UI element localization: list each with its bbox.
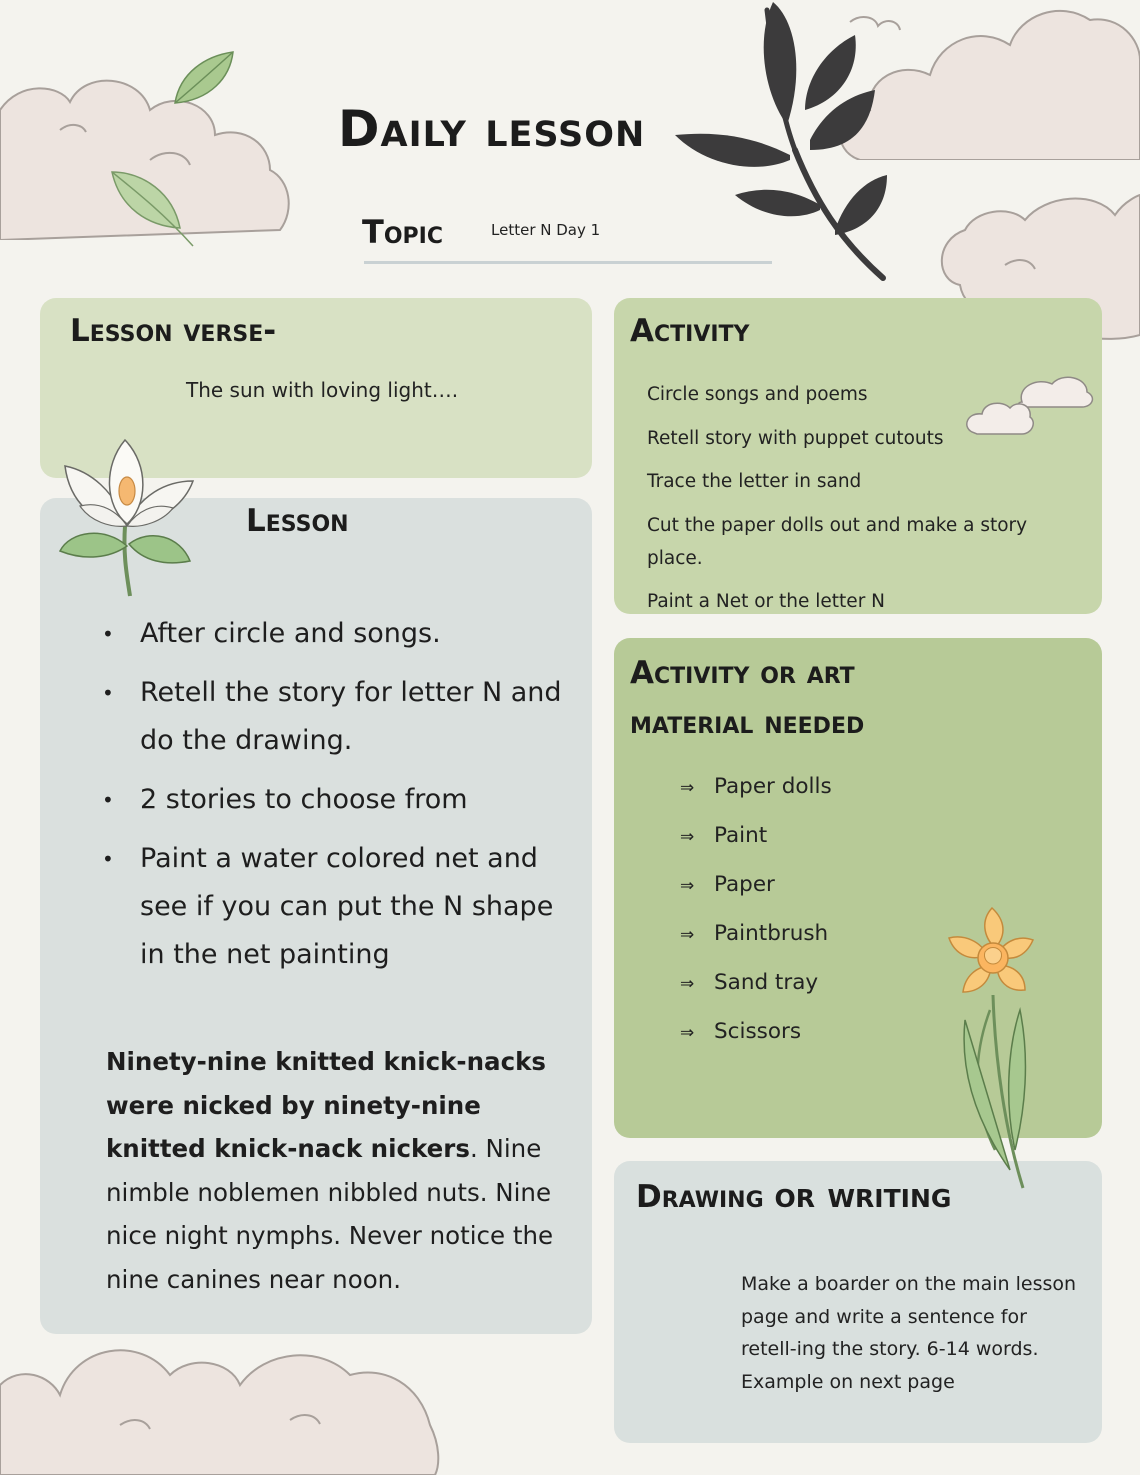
lesson-verse-text: The sun with loving light….: [186, 378, 459, 402]
lesson-heading: Lesson: [246, 503, 349, 539]
daffodil-flower-icon: [935, 900, 1045, 1190]
branch-icon: [655, 0, 895, 285]
list-item: ⇒ Paper dolls: [680, 770, 832, 819]
magnolia-flower-icon: [55, 436, 200, 601]
topic-underline: [364, 261, 772, 264]
arrow-icon: ⇒: [680, 925, 695, 945]
list-item: Cut the paper dolls out and make a story place.: [647, 514, 1028, 569]
material-heading-line1: Activity or art: [630, 655, 855, 691]
material-list: [680, 770, 832, 1064]
tongue-twister-rest: . Nine nimble noblemen nibbled nuts. Nine nice night nymphs. Never notice the nine canines near noon.: [106, 1134, 554, 1294]
drawing-text: Make a boarder on the main lesson page and write a sentence for retell-ing the story. 6-14 words. Example on next page: [741, 1273, 1077, 1393]
material-heading-line2: material needed: [630, 705, 865, 741]
drawing-heading-part2: or writing: [774, 1175, 952, 1216]
list-item: ⇒ Paintbrush: [680, 917, 832, 966]
topic-label: Topic: [362, 213, 443, 251]
leaf-icon-left: [108, 168, 198, 248]
list-item: • Paint a water colored net and see if you can put the N shape in the net painting: [102, 835, 572, 979]
list-item: ⇒ Paint: [680, 819, 832, 868]
activity-list: [647, 378, 1047, 629]
arrow-icon: ⇒: [680, 876, 695, 896]
topic-value: Letter N Day 1: [491, 221, 601, 239]
tongue-twister-bold: Ninety-nine knitted knick-nacks were nicked by ninety-nine knitted knick-nack nickers: [106, 1047, 546, 1163]
list-item: Trace the letter in sand: [647, 471, 862, 492]
leaf-icon-top: [165, 48, 240, 108]
arrow-icon: ⇒: [680, 827, 695, 847]
arrow-icon: ⇒: [680, 778, 695, 798]
bullet-icon: •: [102, 847, 114, 871]
list-item: • Retell the story for letter N and do the drawing.: [102, 669, 572, 765]
bullet-icon: •: [102, 788, 114, 812]
list-item: • After circle and songs.: [102, 610, 572, 658]
arrow-icon: ⇒: [680, 1023, 695, 1043]
arrow-icon: ⇒: [680, 974, 695, 994]
tongue-twister: [106, 1040, 576, 1301]
list-item: ⇒ Paper: [680, 868, 832, 917]
lesson-list: [102, 610, 572, 990]
list-item: Paint a Net or the letter N: [647, 591, 886, 612]
list-item: ⇒ Scissors: [680, 1015, 832, 1064]
list-item: ⇒ Sand tray: [680, 966, 832, 1015]
activity-heading: Activity: [630, 313, 750, 349]
drawing-heading: [636, 1175, 952, 1216]
list-item: Circle songs and poems: [647, 384, 868, 405]
list-item: • 2 stories to choose from: [102, 776, 572, 824]
material-heading: [630, 648, 864, 748]
cloud-icon-bottom-left: [0, 1325, 440, 1475]
bullet-icon: •: [102, 681, 114, 705]
page-title: Daily lesson: [338, 100, 646, 158]
drawing-heading-part1: Drawing: [636, 1179, 764, 1215]
list-item: Retell story with puppet cutouts: [647, 427, 944, 449]
lesson-verse-heading: Lesson verse-: [70, 313, 277, 349]
bullet-icon: •: [102, 622, 114, 646]
